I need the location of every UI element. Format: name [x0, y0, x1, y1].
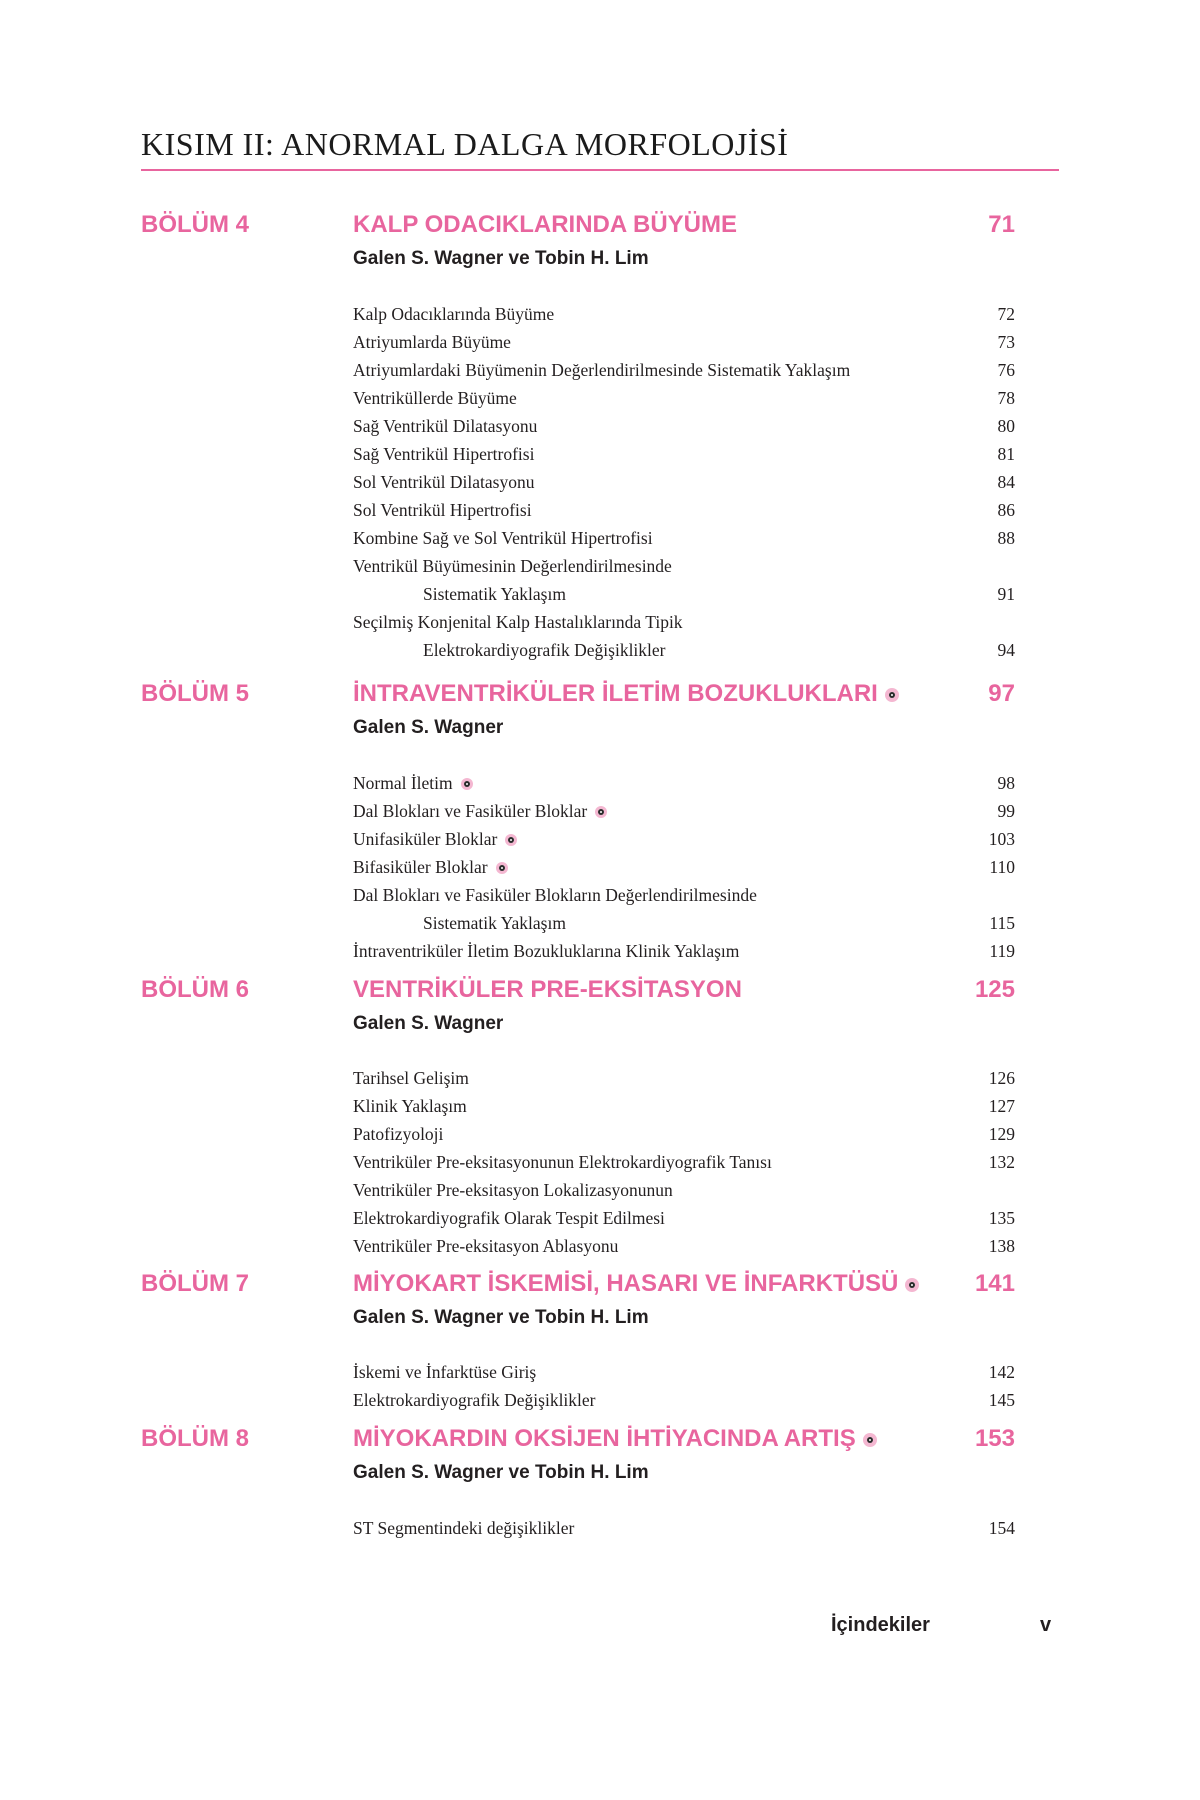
toc-entry-page: 129 [988, 1124, 1015, 1144]
toc-entry-page: 76 [997, 360, 1015, 380]
toc-entry-text: Unifasiküler Bloklar [353, 829, 498, 849]
toc-entry-text: Dal Blokları ve Fasiküler Blokların Değerlendirilmesinde [353, 885, 757, 905]
toc-entry-page: 86 [997, 500, 1015, 520]
part-title: KISIM II: ANORMAL DALGA MORFOLOJİSİ [141, 126, 1059, 171]
toc-entry-text: Ventriküler Pre-eksitasyon Ablasyonu [353, 1236, 619, 1256]
chapter-title[interactable]: VENTRİKÜLER PRE-EKSİTASYON [353, 976, 742, 1003]
toc-entry[interactable] [353, 1065, 1015, 1091]
toc-entry[interactable] [353, 1205, 1015, 1231]
toc-entry-text: Seçilmiş Konjenital Kalp Hastalıklarında Tipik [353, 612, 683, 632]
toc-entry[interactable] [353, 497, 1015, 523]
toc-entry-page: 91 [997, 584, 1015, 604]
chapter-authors: Galen S. Wagner ve Tobin H. Lim [353, 1307, 649, 1328]
toc-entry-text: Sol Ventrikül Hipertrofisi [353, 500, 532, 520]
toc-entry-text: Sağ Ventrikül Hipertrofisi [353, 444, 535, 464]
chapter-authors: Galen S. Wagner ve Tobin H. Lim [353, 248, 649, 269]
toc-entry[interactable] [353, 770, 1015, 796]
footer-page-number: v [1040, 1614, 1052, 1636]
disc-icon [863, 1433, 877, 1447]
toc-entry-text: Sistematik Yaklaşım [423, 913, 566, 933]
toc-entry-page: 84 [997, 472, 1015, 492]
toc-entry-page: 99 [997, 801, 1015, 821]
chapter-authors: Galen S. Wagner ve Tobin H. Lim [353, 1462, 649, 1483]
chapter-label: BÖLÜM 8 [141, 1425, 249, 1452]
toc-entry[interactable] [353, 525, 1015, 551]
toc-entry-text: Elektrokardiyografik Değişiklikler [423, 640, 666, 660]
toc-entry-page: 138 [988, 1236, 1015, 1256]
toc-entry[interactable] [353, 938, 1015, 964]
toc-entry[interactable] [353, 854, 1015, 880]
toc-entry-text: Sağ Ventrikül Dilatasyonu [353, 416, 538, 436]
toc-entry-text: Patofizyoloji [353, 1124, 444, 1144]
toc-entry-page: 132 [988, 1152, 1015, 1172]
chapter-title[interactable]: KALP ODACIKLARINDA BÜYÜME [353, 211, 737, 238]
toc-entry-page: 73 [997, 332, 1015, 352]
toc-entry[interactable] [353, 329, 1015, 355]
toc-entry-text: Klinik Yaklaşım [353, 1096, 467, 1116]
toc-entry[interactable] [353, 385, 1015, 411]
toc-entry[interactable] [353, 301, 1015, 327]
toc-entry[interactable] [353, 1515, 1015, 1541]
toc-entry-text: Sol Ventrikül Dilatasyonu [353, 472, 535, 492]
toc-entry[interactable] [353, 609, 1015, 635]
toc-entry[interactable] [353, 1177, 1015, 1203]
footer-section-label: İçindekiler [831, 1614, 930, 1636]
toc-entry-text: Ventrikül Büyümesinin Değerlendirilmesinde [353, 556, 672, 576]
toc-entry-text: Kalp Odacıklarında Büyüme [353, 304, 555, 324]
toc-entry-page: 119 [989, 941, 1015, 961]
toc-entry-text: İskemi ve İnfarktüse Giriş [353, 1362, 537, 1382]
toc-entry[interactable] [353, 1359, 1015, 1385]
chapter-label: BÖLÜM 6 [141, 976, 249, 1003]
toc-entry-text: Ventriküllerde Büyüme [353, 388, 517, 408]
toc-entry-text: Ventriküler Pre-eksitasyonunun Elektrokardiyografik Tanısı [353, 1152, 772, 1172]
chapter-page-number: 153 [974, 1425, 1015, 1452]
toc-entry[interactable] [353, 441, 1015, 467]
disc-icon [505, 834, 517, 846]
toc-entry[interactable] [353, 1387, 1015, 1413]
toc-entry-page: 80 [997, 416, 1015, 436]
toc-entry[interactable] [353, 357, 1015, 383]
toc-entry[interactable] [353, 1233, 1015, 1259]
toc-entry[interactable] [353, 413, 1015, 439]
chapter-label: BÖLÜM 7 [141, 1270, 249, 1297]
chapter-authors: Galen S. Wagner [353, 717, 504, 738]
chapter-page-number: 125 [974, 976, 1015, 1003]
chapter-title[interactable]: İNTRAVENTRİKÜLER İLETİM BOZUKLUKLARI [353, 680, 899, 708]
chapter-authors: Galen S. Wagner [353, 1013, 504, 1034]
toc-entry-page: 88 [997, 528, 1015, 548]
toc-entry-page: 81 [997, 444, 1015, 464]
toc-entry[interactable] [353, 826, 1015, 852]
toc-entry-page: 126 [988, 1068, 1015, 1088]
disc-icon [496, 862, 508, 874]
chapter-title[interactable]: MİYOKARDIN OKSİJEN İHTİYACINDA ARTIŞ [353, 1425, 877, 1453]
toc-entry[interactable] [353, 637, 1015, 663]
chapter-page-number: 71 [988, 211, 1015, 238]
toc-entry-page: 115 [989, 913, 1015, 933]
chapter-title[interactable]: MİYOKART İSKEMİSİ, HASARI VE İNFARKTÜSÜ [353, 1270, 919, 1298]
toc-entry-page: 145 [988, 1390, 1015, 1410]
toc-entry[interactable] [353, 798, 1015, 824]
toc-entry-text: Elektrokardiyografik Olarak Tespit Edilmesi [353, 1208, 665, 1228]
disc-icon [595, 806, 607, 818]
toc-entry-text: ST Segmentindeki değişiklikler [353, 1518, 575, 1538]
toc-entry-page: 110 [989, 857, 1015, 877]
toc-entry-text: Atriyumlardaki Büyümenin Değerlendirilmesinde Sistematik Yaklaşım [353, 360, 851, 380]
toc-entry[interactable] [353, 910, 1015, 936]
toc-entry-text: Ventriküler Pre-eksitasyon Lokalizasyonunun [353, 1180, 673, 1200]
toc-entry-page: 127 [988, 1096, 1015, 1116]
toc-entry-text: Tarihsel Gelişim [353, 1068, 469, 1088]
toc-entry-text: Normal İletim [353, 773, 453, 793]
toc-entry-page: 78 [997, 388, 1015, 408]
disc-icon [461, 778, 473, 790]
toc-entry-page: 135 [988, 1208, 1015, 1228]
disc-icon [905, 1278, 919, 1292]
toc-entry-page: 142 [988, 1362, 1015, 1382]
toc-entry-text: Kombine Sağ ve Sol Ventrikül Hipertrofisi [353, 528, 653, 548]
toc-entry[interactable] [353, 469, 1015, 495]
toc-entry-text: Bifasiküler Bloklar [353, 857, 488, 877]
toc-entry[interactable] [353, 882, 1015, 908]
toc-entry-text: Sistematik Yaklaşım [423, 584, 566, 604]
disc-icon [885, 688, 899, 702]
toc-entry[interactable] [353, 553, 1015, 579]
chapter-page-number: 97 [988, 680, 1015, 707]
toc-entry[interactable] [353, 581, 1015, 607]
chapter-page-number: 141 [974, 1270, 1015, 1297]
toc-entry-text: Dal Blokları ve Fasiküler Bloklar [353, 801, 588, 821]
toc-entry-page: 154 [988, 1518, 1015, 1538]
toc-entry-text: Elektrokardiyografik Değişiklikler [353, 1390, 596, 1410]
toc-entry[interactable] [353, 1149, 1015, 1175]
toc-entry-page: 94 [997, 640, 1015, 660]
toc-entry-text: İntraventriküler İletim Bozukluklarına Klinik Yaklaşım [353, 941, 740, 961]
toc-entry[interactable] [353, 1093, 1015, 1119]
toc-entry[interactable] [353, 1121, 1015, 1147]
chapter-label: BÖLÜM 4 [141, 211, 249, 238]
chapter-label: BÖLÜM 5 [141, 680, 249, 707]
toc-entry-page: 72 [997, 304, 1015, 324]
toc-entry-page: 98 [997, 773, 1015, 793]
toc-entry-page: 103 [988, 829, 1015, 849]
toc-entry-text: Atriyumlarda Büyüme [353, 332, 511, 352]
